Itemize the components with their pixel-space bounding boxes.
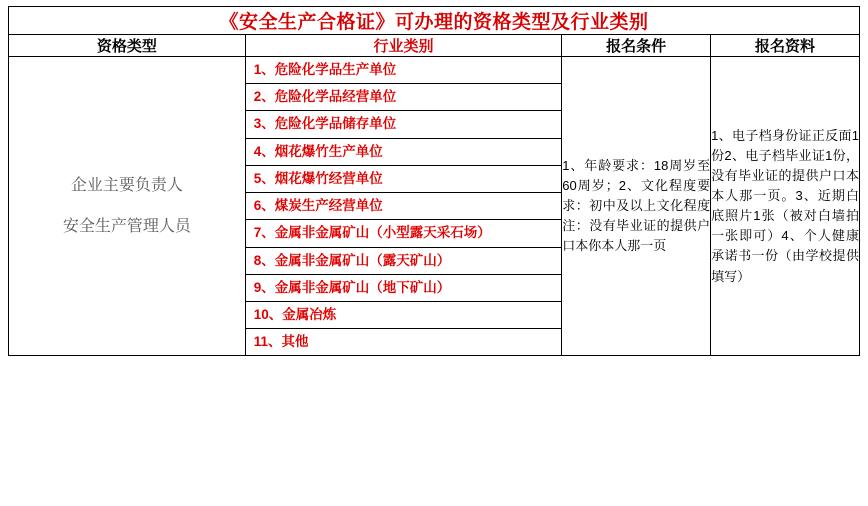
industry-item-8: 8、金属非金属矿山（露天矿山） [246,247,561,274]
industry-item-2: 2、危险化学品经营单位 [246,84,561,111]
industry-item-5: 5、烟花爆竹经营单位 [246,165,561,192]
list-item [246,301,561,328]
list-item [246,247,561,274]
qualification-type-cell [9,57,246,356]
list-item [246,220,561,247]
industry-item-6: 6、煤炭生产经营单位 [246,193,561,220]
list-item [246,274,561,301]
industry-item-11: 11、其他 [246,329,561,356]
industry-item-9: 9、金属非金属矿山（地下矿山） [246,274,561,301]
header-registration-conditions: 报名条件 [562,35,711,57]
table-body-row [9,57,860,356]
table-header-row [9,35,860,57]
registration-conditions-cell: 1、年龄要求：18周岁至60周岁；2、文化程度要求：初中及以上文化程度注：没有毕业证的提供户口本你本人那一页 [562,57,711,356]
industry-item-1: 1、危险化学品生产单位 [246,57,561,84]
list-item [246,138,561,165]
page-title: 《安全生产合格证》可办理的资格类型及行业类别 [219,12,649,33]
table-title-row [9,7,860,35]
list-item [246,329,561,356]
header-qualification-type: 资格类型 [9,35,246,57]
list-item [246,193,561,220]
industry-item-7: 7、金属非金属矿山（小型露天采石场） [246,220,561,247]
document-title-cell [9,7,860,35]
list-item [246,165,561,192]
industry-item-4: 4、烟花爆竹生产单位 [246,138,561,165]
list-item [246,111,561,138]
list-item [246,84,561,111]
header-industry-category: 行业类别 [245,35,561,57]
registration-documents-cell: 1、电子档身份证正反面1份2、电子档毕业证1份，没有毕业证的提供户口本本人那一页。3、近期白底照片1张（被对白墙拍一张即可）4、个人健康承诺书一份（由学校提供填写） [711,57,860,356]
document-page [0,6,868,506]
header-registration-documents: 报名资料 [711,35,860,57]
industry-item-3: 3、危险化学品储存单位 [246,111,561,138]
certificate-table [8,6,860,356]
industry-category-cell [245,57,561,356]
qualification-type-item-1: 企业主要负责人 [70,176,183,194]
industry-item-10: 10、金属冶炼 [246,301,561,328]
qualification-type-item-2: 安全生产管理人员 [62,218,191,236]
industry-category-list [246,57,561,355]
list-item [246,57,561,84]
